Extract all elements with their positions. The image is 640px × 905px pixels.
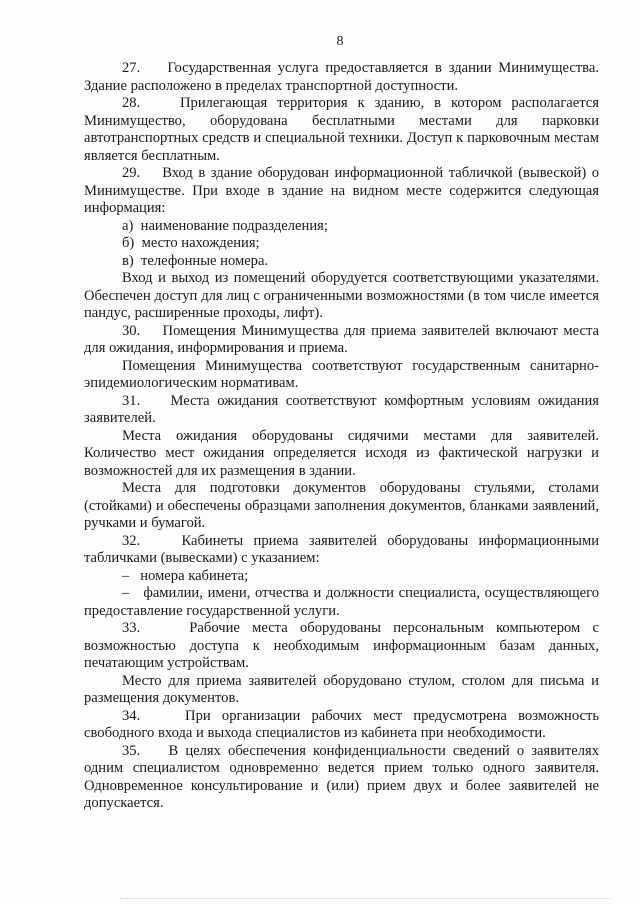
list-item-b: б) место нахождения; [122, 235, 260, 251]
paragraph-35: 35. В целях обеспечения конфиденциальности сведений о заявителях одним специалистом одновременно ведется прием только одного заявителя. Одновременное консультирование и (или) прием двух и более заявителей не допускается. [84, 742, 599, 811]
document-body [84, 60, 599, 813]
paragraph-31: 31. Места ожидания соответствуют комфортным условиям ожидания заявителей. [84, 392, 599, 426]
paragraph-28: 28. Прилегающая территория к зданию, в котором располагается Минимущество, оборудована бесплатными местами для парковки автотранспортных средств и специальной техники. Доступ к парковочным местам является бесплатным. [84, 95, 599, 164]
dash-item-room-number: – номера кабинета; [122, 567, 249, 584]
paragraph-33: 33. Рабочие места оборудованы персональным компьютером с возможностью доступа к необходимым информационным базам данных, печатающим устройствам. [84, 620, 599, 671]
paragraph-entrance-exit: Вход и выход из помещений оборудуется соответствующими указателями. Обеспечен доступ для лиц с ограниченными возможностями (в том числе имеется пандус, расширенные проходы, лифт). [84, 270, 599, 321]
paragraph-30: 30. Помещения Минимущества для приема заявителей включают места для ожидания, информирования и приема. [84, 322, 599, 356]
page-number: 8 [336, 34, 344, 49]
paragraph-29: 29. Вход в здание оборудован информационной табличкой (вывеской) о Минимуществе. При входе в здание на видном месте содержится следующая информация: [84, 165, 599, 216]
dash-item-specialist: – фамилии, имени, отчества и должности специалиста, осуществляющего предоставление государственной услуги. [84, 585, 599, 619]
paragraph-document-prep: Места для подготовки документов оборудованы стульями, столами (стойками) и обеспечены образцами заполнения документов, бланками заявлений, ручками и бумагой. [84, 480, 599, 531]
paragraph-reception-desk: Место для приема заявителей оборудовано стулом, столом для письма и размещения документов. [84, 672, 599, 706]
scan-edge-artifact [120, 898, 610, 901]
paragraph-34: 34. При организации рабочих мест предусмотрена возможность свободного входа и выхода специалистов из кабинета при необходимости. [84, 707, 599, 741]
paragraph-27: 27. Государственная услуга предоставляется в здании Минимущества. Здание расположено в пределах транспортной доступности. [84, 60, 599, 94]
list-item-v: в) телефонные номера. [122, 252, 269, 269]
paragraph-32: 32. Кабинеты приема заявителей оборудованы информационными табличками (вывесками) с указанием: [84, 532, 599, 566]
paragraph-sanitary: Помещения Минимущества соответствуют государственным санитарно-эпидемиологическим нормативам. [84, 357, 599, 391]
paragraph-waiting-seats: Места ожидания оборудованы сидячими местами для заявителей. Количество мест ожидания определяется исходя из фактической нагрузки и возможностей для их размещения в здании. [84, 427, 599, 479]
list-item-a: а) наименование подразделения; [122, 217, 328, 234]
